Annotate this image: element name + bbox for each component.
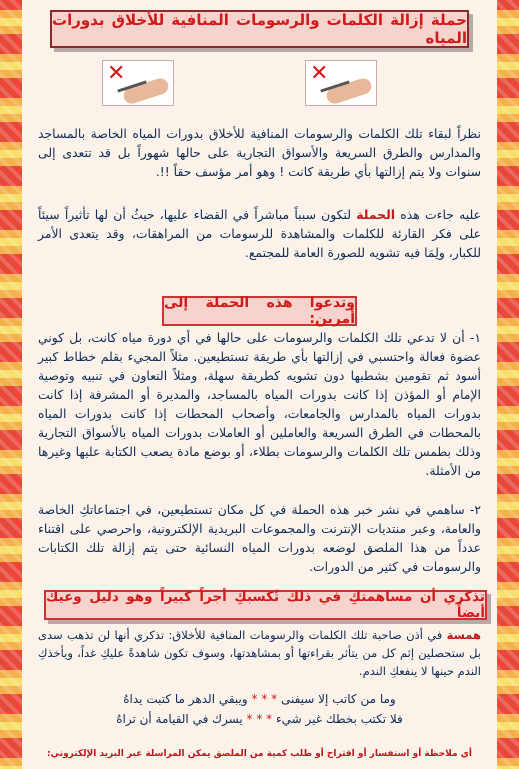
reminder-box — [44, 590, 487, 620]
decorative-border-left — [0, 0, 22, 769]
poem-line-1: وما من كاتب إلا سيفنى * * * ويبقي الدهر ما كتبت يداهُ — [123, 692, 396, 706]
erasing-hand-image — [305, 60, 377, 106]
poster-title: حملة إزالة الكلمات والرسومات المنافية للأخلاق بدورات المياه — [52, 11, 467, 47]
title-banner — [50, 10, 469, 48]
section-heading: وتدعوا هذه الحملة إلى أمرين: — [164, 295, 355, 327]
intro-paragraph-1: نظراً لبقاء تلك الكلمات والرسومات المنافية للأخلاق بدورات المياه الخاصة بالمساجد والمدارس والطرق السريعة والأسواق التجارية على حالها شهوراً بل قد تتعدى إلى سنوات ولا يتم إزالتها بأي طريقة كانت ! وهو أمر مؤسف حقاً !!. — [38, 126, 481, 179]
poster-content — [22, 0, 497, 769]
illustrations — [22, 60, 497, 110]
intro-paragraph-2: عليه جاءت هذه الحملة لتكون سبباً مباشراً في القضاء عليها، حيثُ أن لها تأثيراً سيئاً على فكر القارئة للكلمات والمشاهدة للرسومات من المراهقات، وقد يتعدى الأمر للكبار، ولِمَا فيه تشويه للصورة العامة للمجتمع. — [38, 207, 481, 260]
whisper-label: همسة — [446, 628, 481, 642]
footer-note: أي ملاحظة أو استفسار أو اقتراح أو طلب كمية من الملصق يمكن المراسلة عبر البريد الإلكتروني: — [46, 749, 472, 759]
call-item-2: ٢- ساهمي في نشر خبر هذه الحملة في كل مكان تستطيعين، في اجتماعاتكِ الخاصة والعامة، وعبر منتديات الإنترنت والمجموعات البريدية الإلكترونية، واحرصي على اقتناء عدداً من هذا الملصق لوضعه بدورات المياه النسائية حتى يتم إزالة تلك الكتابات والرسومات في كثير من الدورات. — [38, 502, 481, 574]
cross-mark-icon: ✕ — [107, 61, 126, 86]
decorative-border-right — [497, 0, 519, 769]
poem-line-2: فلا تكتب بخطك غير شيء * * * يسرك في القيامة أن تراهُ — [116, 712, 403, 726]
erasing-hand-image — [102, 60, 174, 106]
cross-mark-icon: ✕ — [310, 61, 329, 86]
campaign-word: الحملة — [356, 207, 395, 222]
whisper-paragraph: همسة في أذن صاحبة تلك الكلمات والرسومات المنافية للأخلاق: تذكري أنها لن تذهب سدى بل ستحصلين إثم كل من يتأثر بقراءتها أو بمشاهدتها، وسوف تكون شاهدةً عليكِ غداً، ويأخذكِ الندم حينها لا ينفعكِ الندم. — [38, 628, 481, 678]
call-item-1: ١- أن لا تدعي تلك الكلمات والرسومات على حالها في أي دورة مياه كانت، بل كوني عضوة فعالة واحتسبي في إزالتها بأي طريقة تستطيعين. مثلاً المجيء بقلم خطاط كبير أسود ثم تقومين بشطبها دون تشويه كطريقة سهلة، ومثلاً التعاون في تنبيه وتوصية الإمام أو المؤذن إذا كانت بدورات المياه بالمساجد، والمديرة أو المشرفة إذا كانت بدورات المياه بالمدارس والجامعات، وأصحاب المحطات إذا كانت بدورات المياه بالمحطات في الطرق السريعة والعاملين أو العاملات بدورات المياه بالأسواق التجارية وذلك بطمس تلك الكلمات والرسومات بطلاء، أو بوضع مادة يصعب الكتابة عليها وغيرها من الأمثلة. — [38, 330, 481, 478]
reminder-text: تذكري أن مساهمتكِ في ذلك تُكسبكِ أجراً كبيراً وهو دليل وعيك أيضاً — [46, 589, 485, 621]
section-heading-box — [162, 296, 357, 326]
